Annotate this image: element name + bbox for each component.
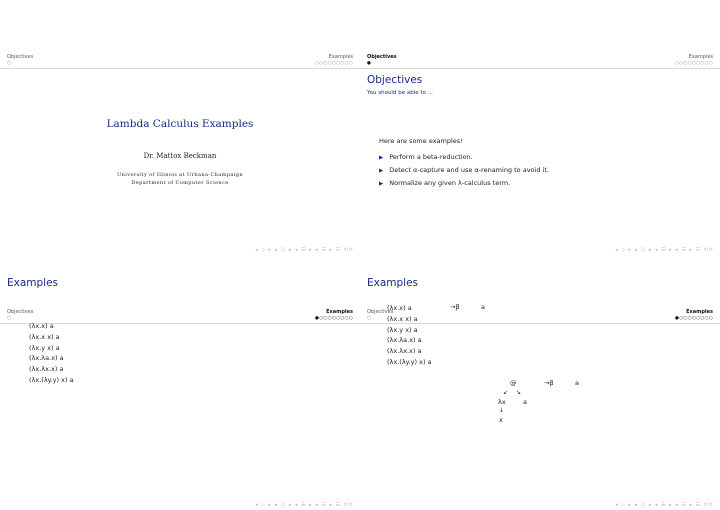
institution-university: University of Illinois at Urbana-Champaign — [116, 172, 244, 178]
tree-node-argument: a — [523, 398, 527, 406]
bullet-triangle-icon: ▶ — [379, 168, 384, 174]
nav-section-examples[interactable]: Examples — [326, 309, 353, 315]
beamer-navigation-icons[interactable]: ◂ ▫ ▸ ◂ ◫ ▸ ◂ ☰ ▸ ◂ ☰ ▸ ☰ ⟲⟳ — [615, 247, 714, 253]
nav-dots-examples[interactable]: ●○○○○○○○○ — [314, 316, 353, 321]
nav-section-examples[interactable]: Examples — [686, 309, 713, 315]
tree-result: a — [575, 379, 579, 387]
nav-dots-examples[interactable]: ○○○○○○○○○ — [674, 61, 713, 66]
nav-dots-examples[interactable]: ●○○○○○○○○ — [674, 316, 713, 321]
presentation-title: Lambda Calculus Examples — [106, 118, 254, 130]
example-terms — [387, 303, 432, 368]
nav-section-objectives[interactable]: Objectives — [367, 54, 397, 60]
tree-branch-right: ↘ — [516, 389, 522, 396]
slide-examples-1 — [0, 255, 361, 510]
list-item: (λx.x x) a — [29, 332, 60, 341]
list-item: (λx.x) a — [29, 322, 54, 330]
slide-objectives — [360, 0, 720, 256]
list-item: (λx.(λy.y) x) a — [29, 375, 74, 384]
nav-section-objectives[interactable]: Objectives — [7, 54, 34, 60]
tree-node-body: x — [499, 416, 503, 424]
slide-title — [0, 0, 361, 256]
list-item: (λx.y x) a — [29, 343, 60, 352]
tree-root-application: @ — [510, 379, 517, 387]
reduction-result: a — [481, 303, 485, 311]
bullet-triangle-icon: ▶ — [379, 155, 384, 161]
objectives-list — [379, 153, 549, 192]
list-item: (λx.x x) a — [387, 314, 418, 323]
beta-reduction-arrow: →β — [450, 303, 460, 311]
beamer-navigation-icons[interactable]: ◂ ▫ ▸ ◂ ◫ ▸ ◂ ☰ ▸ ◂ ☰ ▸ ☰ ⟲⟳ — [255, 502, 354, 508]
list-item: (λx.λa.x) a — [387, 336, 422, 345]
nav-section-objectives[interactable]: Objectives — [7, 309, 34, 315]
nav-section-examples[interactable]: Examples — [328, 54, 353, 60]
beamer-navigation-icons[interactable]: ◂ ▫ ▸ ◂ ◫ ▸ ◂ ☰ ▸ ◂ ☰ ▸ ☰ ⟲⟳ — [615, 502, 714, 508]
nav-section-objectives[interactable]: Objectives — [367, 309, 394, 315]
nav-dots-objectives[interactable]: ● — [367, 61, 372, 66]
author-name: Dr. Mattox Beckman — [143, 152, 217, 160]
tree-branch-down: ↓ — [499, 407, 505, 414]
list-item: ▶ Normalize any given λ-calculus term. — [379, 179, 511, 187]
example-terms — [29, 321, 74, 386]
institution-department: Department of Computer Science — [131, 180, 229, 186]
tree-beta-arrow: →β — [544, 379, 554, 387]
intro-text: Here are some examples! — [379, 137, 463, 145]
nav-bar — [360, 52, 720, 69]
list-item: (λx.(λy.y) x) a — [387, 357, 432, 366]
list-item: (λx.λx.x) a — [387, 347, 422, 356]
slide-examples-2 — [360, 255, 720, 510]
nav-dots-objectives[interactable]: ○ — [7, 316, 12, 321]
list-item: (λx.y x) a — [387, 325, 418, 334]
list-item: (λx.x) a — [387, 304, 412, 312]
tree-node-lambda: λx — [498, 398, 506, 406]
frame-title: Objectives — [367, 74, 423, 86]
nav-bar — [0, 52, 360, 69]
frame-title: Examples — [367, 277, 419, 289]
nav-dots-objectives[interactable]: ○ — [367, 316, 372, 321]
list-item: ▶ Perform a beta-reduction. — [379, 153, 473, 161]
institution — [0, 171, 360, 187]
list-item: (λx.λa.x) a — [29, 354, 64, 363]
nav-dots-objectives[interactable]: ○ — [7, 61, 12, 66]
bullet-triangle-icon: ▶ — [379, 181, 384, 187]
nav-dots-examples[interactable]: ○○○○○○○○○ — [314, 61, 353, 66]
frame-subtitle: You should be able to ... — [367, 90, 433, 96]
beamer-navigation-icons[interactable]: ◂ ▫ ▸ ◂ ◫ ▸ ◂ ☰ ▸ ◂ ☰ ▸ ☰ ⟲⟳ — [255, 247, 354, 253]
tree-branch-left: ↙ — [503, 389, 509, 396]
list-item: ▶ Detect α-capture and use α-renaming to avoid it. — [379, 166, 549, 174]
nav-section-examples[interactable]: Examples — [688, 54, 713, 60]
list-item: (λx.λx.x) a — [29, 365, 64, 374]
frame-title: Examples — [7, 277, 59, 289]
